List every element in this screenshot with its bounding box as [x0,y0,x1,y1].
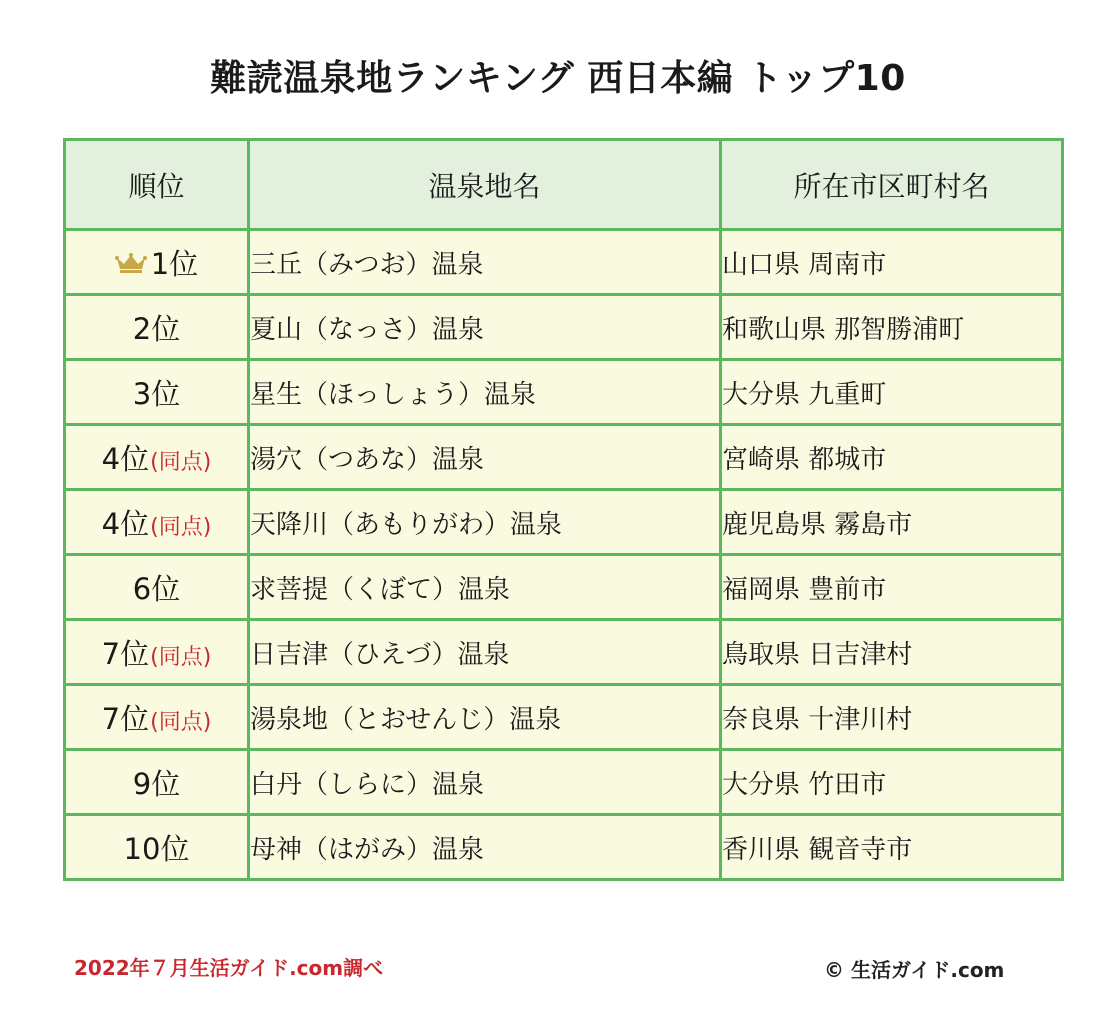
location-cell: 山口県 周南市 [721,230,1063,295]
rank-cell [65,555,249,620]
rank-cell [65,230,249,295]
rank-cell [65,295,249,360]
rank-number: 6 [132,571,152,606]
rank-suffix: 位 [120,506,150,541]
table-row [65,425,1063,490]
onsen-name-cell: 日吉津（ひえづ）温泉 [249,620,721,685]
rank-number: 9 [132,766,152,801]
location-cell: 宮崎県 都城市 [721,425,1063,490]
table-row [65,360,1063,425]
onsen-name-cell: 星生（ほっしょう）温泉 [249,360,721,425]
header-onsen: 温泉地名 [249,140,721,230]
rank-suffix: 位 [160,831,190,866]
rank-suffix: 位 [151,311,181,346]
rank-cell [65,360,249,425]
table-row [65,295,1063,360]
rank-cell [65,750,249,815]
onsen-name-cell: 三丘（みつお）温泉 [249,230,721,295]
onsen-name-cell: 白丹（しらに）温泉 [249,750,721,815]
ranking-table [63,138,1064,881]
onsen-name-cell: 天降川（あもりがわ）温泉 [249,490,721,555]
onsen-name-cell: 夏山（なっさ）温泉 [249,295,721,360]
table-row [65,230,1063,295]
location-cell: 鹿児島県 霧島市 [721,490,1063,555]
location-cell: 奈良県 十津川村 [721,685,1063,750]
location-cell: 大分県 九重町 [721,360,1063,425]
table-header-row [65,140,1063,230]
rank-suffix: 位 [151,571,181,606]
crown-icon [115,252,147,274]
rank-suffix: 位 [151,766,181,801]
rank-suffix: 位 [120,441,150,476]
rank-number: 7 [101,636,121,671]
source-note: 2022年７月生活ガイド.com調べ [74,956,384,980]
tie-label: (同点) [150,644,212,670]
location-cell: 大分県 竹田市 [721,750,1063,815]
rank-cell [65,425,249,490]
rank-number: 7 [101,701,121,736]
location-cell: 福岡県 豊前市 [721,555,1063,620]
table-row [65,555,1063,620]
tie-label: (同点) [150,709,212,735]
location-cell: 鳥取県 日吉津村 [721,620,1063,685]
rank-number: 4 [101,441,121,476]
rank-number: 2 [132,311,152,346]
copyright-note: © 生活ガイド.com [824,958,1005,982]
rank-number: 10 [123,831,161,866]
rank-cell [65,815,249,880]
rank-number: 3 [132,376,152,411]
rank-number: 4 [101,506,121,541]
onsen-name-cell: 母神（はがみ）温泉 [249,815,721,880]
table-row [65,490,1063,555]
rank-cell [65,685,249,750]
table-row [65,750,1063,815]
table-row [65,685,1063,750]
table-row [65,815,1063,880]
onsen-name-cell: 湯穴（つあな）温泉 [249,425,721,490]
rank-number: 1 [150,246,170,281]
rank-suffix: 位 [120,636,150,671]
header-location: 所在市区町村名 [721,140,1063,230]
rank-cell [65,490,249,555]
header-rank: 順位 [65,140,249,230]
rank-suffix: 位 [169,246,199,281]
tie-label: (同点) [150,449,212,475]
rank-cell [65,620,249,685]
rank-suffix: 位 [151,376,181,411]
tie-label: (同点) [150,514,212,540]
page-title: 難読温泉地ランキング 西日本編 トップ10 [210,58,906,99]
rank-suffix: 位 [120,701,150,736]
location-cell: 和歌山県 那智勝浦町 [721,295,1063,360]
onsen-name-cell: 湯泉地（とおせんじ）温泉 [249,685,721,750]
table-row [65,620,1063,685]
location-cell: 香川県 観音寺市 [721,815,1063,880]
onsen-name-cell: 求菩提（くぼて）温泉 [249,555,721,620]
